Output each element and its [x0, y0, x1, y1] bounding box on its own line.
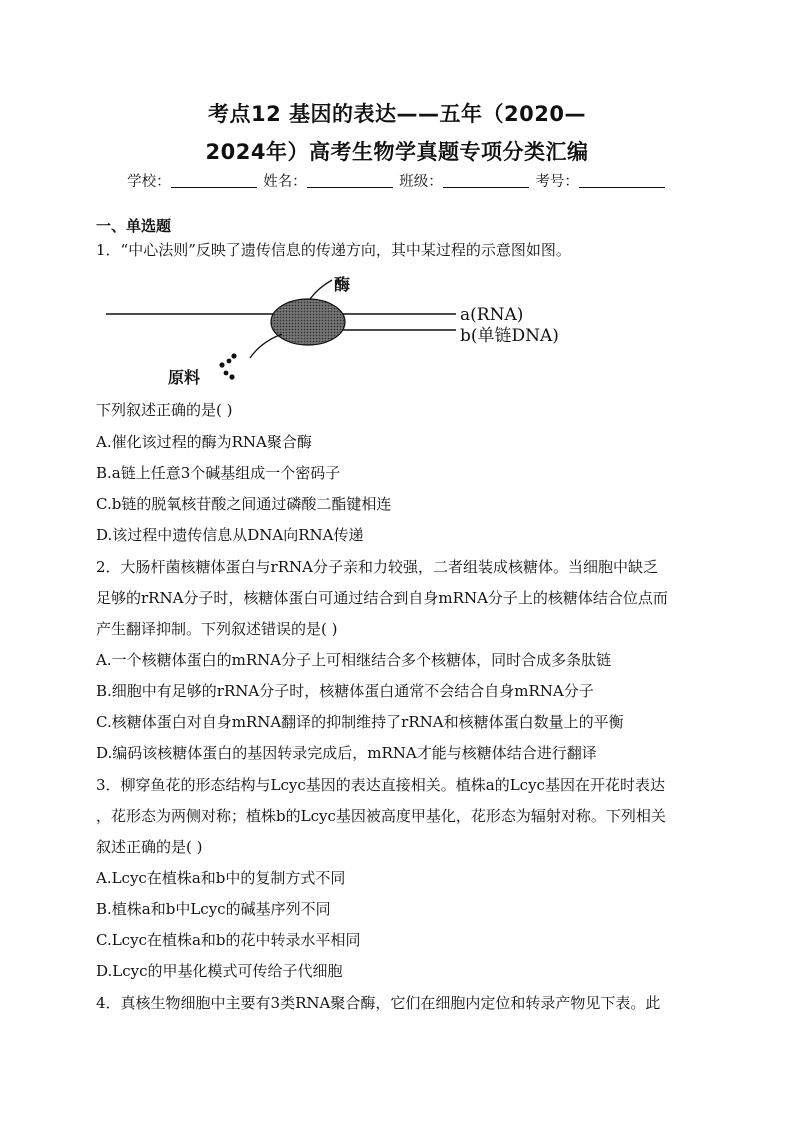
enzyme-label: 酶	[334, 275, 351, 294]
nucleotide-dot	[219, 362, 224, 367]
q2-option-d[interactable]: D.编码该核糖体蛋白的基因转录完成后，mRNA才能与核糖体结合进行翻译	[96, 744, 597, 762]
q3-option-d[interactable]: D.Lcyc的甲基化模式可传给子代细胞	[96, 962, 343, 980]
number-label: 考号：	[535, 174, 579, 190]
q3-option-c[interactable]: C.Lcyc在植株a和b的花中转录水平相同	[96, 931, 361, 949]
nucleotide-dot	[227, 359, 232, 364]
nucleotide-dot	[229, 374, 234, 379]
q1-option-b[interactable]: B.a链上任意3个碱基组成一个密码子	[96, 464, 341, 482]
q2-stem-line-2: 足够的rRNA分子时，核糖体蛋白可通过结合到自身mRNA分子上的核糖体结合位点而	[96, 589, 668, 607]
name-blank[interactable]	[307, 173, 393, 188]
document-title-line-1: 考点12 基因的表达——五年（2020—	[208, 102, 586, 126]
material-label: 原料	[168, 368, 201, 387]
transcription-diagram-svg	[96, 268, 596, 398]
q2-stem-line-1: 2．大肠杆菌核糖体蛋白与rRNA分子亲和力较强，二者组装成核糖体。当细胞中缺乏	[96, 558, 658, 576]
material-pointer-line	[250, 334, 282, 358]
student-info-row	[0, 170, 794, 191]
q2-option-c[interactable]: C.核糖体蛋白对自身mRNA翻译的抑制维持了rRNA和核糖体蛋白数量上的平衡	[96, 713, 624, 731]
q2-stem-line-3: 产生翻译抑制。下列叙述错误的是( )	[96, 620, 338, 638]
enzyme-pointer-line	[310, 280, 332, 299]
q1-option-d[interactable]: D.该过程中遗传信息从DNA向RNA传递	[96, 526, 364, 544]
strand-b-label: b(单链DNA)	[460, 326, 559, 346]
q3-stem-line-2: ，花形态为两侧对称；植株b的Lcyc基因被高度甲基化，花形态为辐射对称。下列相关	[96, 807, 666, 825]
name-label: 姓名：	[263, 174, 307, 190]
q1-option-c[interactable]: C.b链的脱氧核苷酸之间通过磷酸二酯键相连	[96, 495, 392, 513]
enzyme-ellipse	[271, 299, 345, 345]
q2-option-a[interactable]: A.一个核糖体蛋白的mRNA分子上可相继结合多个核糖体，同时合成多条肽链	[96, 651, 612, 669]
document-title-line-2: 2024年）高考生物学真题专项分类汇编	[205, 140, 589, 164]
nucleotide-dot	[231, 353, 236, 358]
q2-option-b[interactable]: B.细胞中有足够的rRNA分子时，核糖体蛋白通常不会结合自身mRNA分子	[96, 682, 594, 700]
strand-a-label: a(RNA)	[460, 305, 524, 325]
q3-stem-line-3: 叙述正确的是( )	[96, 838, 203, 856]
q1-stem: 1．“中心法则”反映了遗传信息的传递方向，其中某过程的示意图如图。	[96, 241, 571, 259]
class-label: 班级：	[399, 174, 443, 190]
nucleotide-dot	[224, 371, 229, 376]
class-blank[interactable]	[443, 173, 529, 188]
school-blank[interactable]	[171, 173, 257, 188]
section-title: 一、单选题	[96, 217, 172, 235]
number-blank[interactable]	[579, 173, 665, 188]
q3-stem-line-1: 3．柳穿鱼花的形态结构与Lcyc基因的表达直接相关。植株a的Lcyc基因在开花时表达	[96, 776, 665, 794]
q3-option-a[interactable]: A.Lcyc在植株a和b中的复制方式不同	[96, 869, 346, 887]
school-label: 学校：	[127, 174, 171, 190]
q4-stem-line-1: 4．真核生物细胞中主要有3类RNA聚合酶，它们在细胞内定位和转录产物见下表。此	[96, 994, 661, 1012]
transcription-diagram	[96, 268, 596, 398]
q1-option-a[interactable]: A.催化该过程的酶为RNA聚合酶	[96, 433, 312, 451]
q1-prompt: 下列叙述正确的是( )	[96, 401, 233, 419]
q3-option-b[interactable]: B.植株a和b中Lcyc的碱基序列不同	[96, 900, 331, 918]
